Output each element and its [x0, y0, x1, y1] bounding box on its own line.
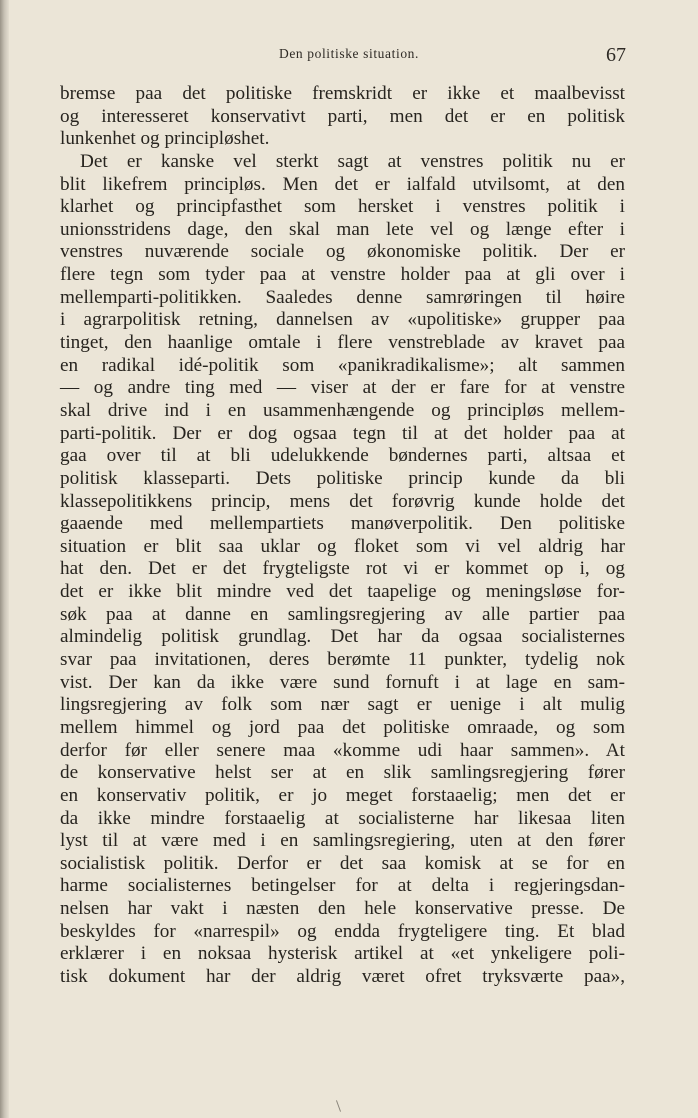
text-line: harme socialisternes betingelser for at delta i regjeringsdan- — [60, 875, 625, 897]
text-line: lingsregjering av folk som nær sagt er uenige i alt mulig — [60, 694, 625, 716]
text-line: skal drive ind i en usammenhængende og principløs mellem- — [60, 399, 625, 421]
text-line: erklærer i en noksaa hysterisk artikel at «et ynkeligere poli- — [60, 943, 625, 965]
text-line: almindelig politisk grundlag. Det har da ogsaa socialisternes — [60, 626, 625, 648]
running-title: Den politiske situation. — [278, 46, 419, 61]
text-line: det er ikke blit mindre ved det taapelige og meningsløse for- — [60, 581, 625, 603]
page-number: 67 — [606, 44, 626, 66]
text-line: Det er kanske vel sterkt sagt at venstres politik nu er — [80, 150, 625, 172]
body-text — [60, 83, 625, 989]
text-line: blit likefrem principløs. Men det er ialfald utvilsomt, at den — [60, 173, 625, 195]
text-line: lunkenhet og principløshet. — [60, 128, 270, 150]
text-line: hat den. Det er det frygteligste rot vi er kommet op i, og — [60, 558, 625, 580]
text-line: da ikke mindre forstaaelig at socialisterne har likesaa liten — [60, 807, 625, 829]
text-line: svar paa invitationen, deres berømte 11 punkter, tydelig nok — [60, 649, 625, 671]
text-line: parti-politik. Der er dog ogsaa tegn til at det holder paa at — [60, 422, 625, 444]
text-line: mellemparti-politikken. Saaledes denne samrøringen til høire — [60, 286, 625, 308]
text-line: venstres nuværende sociale og økonomiske politik. Der er — [60, 241, 625, 263]
text-line: derfor før eller senere maa «komme udi haar sammen». At — [60, 739, 625, 761]
page-binding-edge — [0, 0, 9, 1118]
text-line: vist. Der kan da ikke være sund fornuft i at lage en sam- — [60, 671, 625, 693]
text-line: — og andre ting med — viser at der er fare for at venstre — [60, 377, 625, 399]
text-line: en radikal idé-politik som «panikradikalisme»; alt sammen — [60, 354, 625, 376]
text-line: socialistisk politik. Derfor er det saa komisk at se for en — [60, 852, 625, 874]
text-line: de konservative helst ser at en slik samlingsregjering fører — [60, 762, 625, 784]
text-line: unionsstridens dage, den skal man lete vel og længe efter i — [60, 218, 625, 240]
text-line: mellem himmel og jord paa det politiske omraade, og som — [60, 716, 625, 738]
text-line: klarhet og principfasthet som hersket i venstres politik i — [60, 196, 625, 218]
text-line: beskyldes for «narrespil» og endda frygteligere ting. Et blad — [60, 920, 625, 942]
text-line: i agrarpolitisk retning, dannelsen av «upolitiske» grupper paa — [60, 309, 625, 331]
text-line: gaaende med mellempartiets manøverpolitik. Den politiske — [60, 513, 625, 535]
text-line: bremse paa det politiske fremskridt er ikke et maalbevisst — [60, 83, 625, 104]
text-line: lyst til at være med i en samlingsregiering, uten at den fører — [60, 830, 625, 852]
text-line: søk paa at danne en samlingsregjering av alle partier paa — [60, 603, 625, 625]
text-line: tinget, den haanlige omtale i flere venstreblade av kravet paa — [60, 332, 625, 354]
text-line: flere tegn som tyder paa at venstre holder paa at gli over i — [60, 264, 625, 286]
paper-speck — [336, 1100, 341, 1112]
text-line: situation er blit saa uklar og floket som vi vel aldrig har — [60, 535, 625, 557]
text-line: gaa over til at bli udelukkende bøndernes parti, altsaa et — [60, 445, 625, 467]
text-line: klassepolitikkens princip, mens det forøvrig kunde holde det — [60, 490, 625, 512]
text-line: tisk dokument har der aldrig været ofret tryksværte paa», — [60, 965, 625, 987]
text-line: en konservativ politik, er jo meget forstaaelig; men det er — [60, 784, 625, 806]
text-line: nelsen har vakt i næsten den hele konservative presse. De — [60, 898, 625, 920]
text-line: og interesseret konservativt parti, men det er en politisk — [60, 105, 625, 127]
text-line: politisk klasseparti. Dets politiske princip kunde da bli — [60, 467, 625, 489]
